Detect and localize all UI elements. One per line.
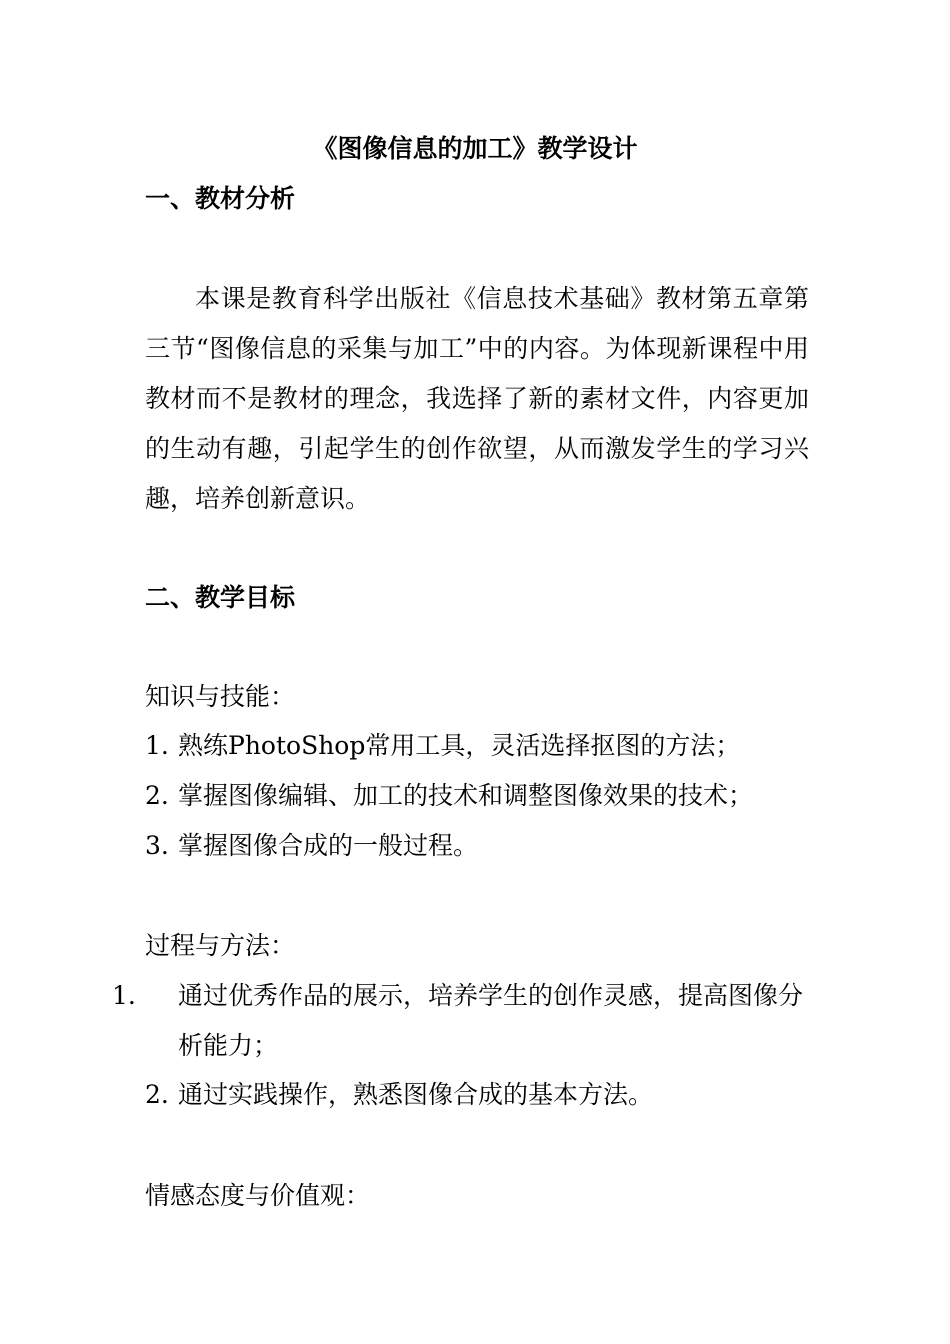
item-number: 2.	[145, 781, 169, 810]
textbook-analysis-paragraph: 本课是教育科学出版社《信息技术基础》教材第五章第三节“图像信息的采集与加工”中的内容。为体现新课程中用教材而不是教材的理念，我选择了新的素材文件，内容更加的生动有趣，引起学生的创作欲望，从而激发学生的学习兴趣，培养创新意识。	[145, 284, 809, 513]
section-heading-teaching-goals: 二、教学目标	[145, 583, 296, 612]
process-item	[112, 971, 809, 1071]
knowledge-item	[145, 771, 809, 821]
process-methods-label: 过程与方法：	[145, 931, 296, 960]
knowledge-item	[145, 821, 809, 871]
process-item	[145, 1070, 809, 1120]
section-heading-textbook-analysis: 一、教材分析	[145, 184, 296, 213]
item-number: 1.	[112, 981, 136, 1010]
item-text: 掌握图像编辑、加工的技术和调整图像效果的技术；	[178, 781, 754, 810]
item-number: 3.	[145, 831, 169, 860]
item-number: 2.	[145, 1080, 169, 1109]
item-text: 熟练PhotoShop常用工具，灵活选择抠图的方法；	[178, 731, 741, 760]
item-text: 通过实践操作，熟悉图像合成的基本方法。	[178, 1080, 654, 1109]
knowledge-skills-label: 知识与技能：	[145, 682, 296, 711]
emotion-values-label: 情感态度与价值观：	[145, 1181, 371, 1210]
item-text: 掌握图像合成的一般过程。	[178, 831, 479, 860]
item-text: 通过优秀作品的展示，培养学生的创作灵感，提高图像分析能力；	[178, 981, 804, 1060]
document-title: 《图像信息的加工》教学设计	[312, 134, 638, 163]
item-number: 1.	[145, 731, 169, 760]
knowledge-item	[145, 721, 809, 771]
